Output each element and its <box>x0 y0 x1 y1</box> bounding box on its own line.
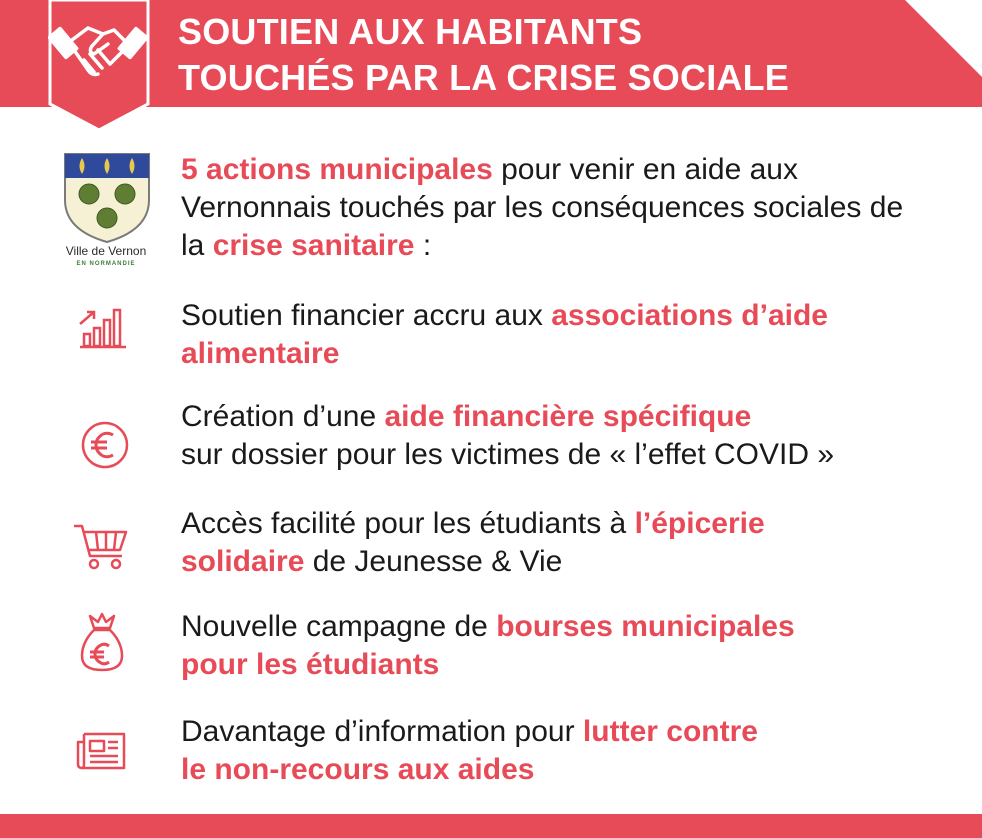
action-5-highlight-2: le non-recours aux aides <box>181 753 535 786</box>
handshake-badge <box>48 0 150 132</box>
header-banner <box>0 0 982 125</box>
action-item-1 <box>181 297 828 373</box>
intro-text-1: pour venir en aide aux <box>492 153 798 186</box>
action-3-text: Accès facilité pour les étudiants à <box>181 507 635 540</box>
action-3-highlight-2: solidaire <box>181 545 305 578</box>
page-title <box>178 9 789 101</box>
intro-highlight-1: 5 actions municipales <box>181 153 493 186</box>
intro-text-2: Vernonnais touchés par les conséquences sociales de <box>181 191 904 224</box>
action-3-text-2: de Jeunesse & Vie <box>304 545 563 578</box>
money-bag-icon <box>78 612 126 674</box>
action-4-highlight: bourses municipales <box>496 610 795 643</box>
intro-text-3-post: : <box>414 229 432 262</box>
action-2-text: Création d’une <box>181 400 385 433</box>
action-1-text: Soutien financier accru aux <box>181 299 552 332</box>
action-3-highlight: l’épicerie <box>634 507 765 540</box>
shopping-cart-icon <box>72 522 130 572</box>
action-1-highlight: associations d’aide <box>551 299 828 332</box>
action-item-3 <box>181 505 765 581</box>
intro-highlight-2: crise sanitaire <box>212 229 415 262</box>
growth-chart-icon <box>78 306 130 350</box>
logo-region: EN NORMANDIE <box>76 261 136 267</box>
action-item-5 <box>181 713 758 789</box>
action-item-2 <box>181 398 834 474</box>
footer-bar <box>0 814 982 838</box>
action-1-highlight-2: alimentaire <box>181 337 340 370</box>
action-2-highlight: aide financière spécifique <box>384 400 752 433</box>
newspaper-icon <box>76 730 128 772</box>
action-5-text: Davantage d’information pour <box>181 715 583 748</box>
action-4-highlight-2: pour les étudiants <box>181 648 440 681</box>
action-4-text: Nouvelle campagne de <box>181 610 497 643</box>
title-line-1: SOUTIEN AUX HABITANTS <box>178 11 643 52</box>
action-5-highlight: lutter contre <box>582 715 758 748</box>
title-line-2: TOUCHÉS PAR LA CRISE SOCIALE <box>178 57 789 98</box>
intro-text <box>181 151 903 265</box>
action-2-text-2: sur dossier pour les victimes de « l’effet COVID » <box>181 438 835 471</box>
euro-circle-icon <box>80 420 130 470</box>
intro-text-3-pre: la <box>181 229 213 262</box>
logo-name: Ville de Vernon <box>65 244 147 258</box>
action-item-4 <box>181 608 795 684</box>
